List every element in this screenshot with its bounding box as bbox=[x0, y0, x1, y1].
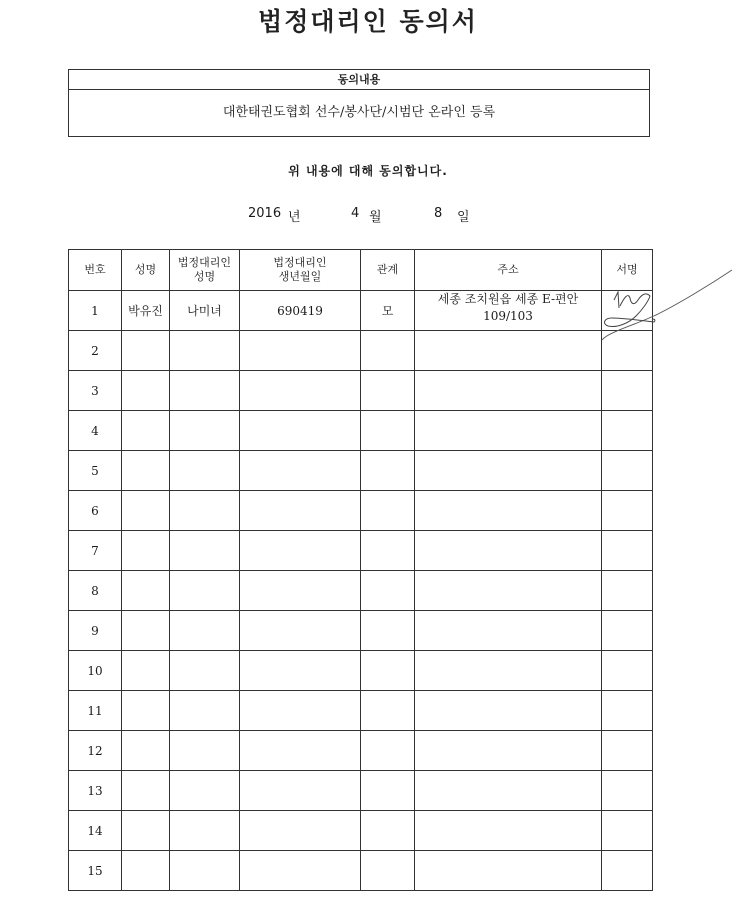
cell-guardian-name bbox=[170, 451, 240, 491]
date-day: 8 bbox=[434, 206, 443, 221]
header-guardian-name: 법정대리인 성명 bbox=[170, 250, 240, 291]
table-header-row bbox=[69, 250, 653, 291]
cell-signature bbox=[602, 491, 653, 531]
cell-no: 5 bbox=[69, 451, 122, 491]
cell-guardian-birth bbox=[240, 691, 361, 731]
cell-name bbox=[122, 451, 170, 491]
cell-no: 6 bbox=[69, 491, 122, 531]
cell-address bbox=[415, 531, 602, 571]
table-row bbox=[69, 451, 653, 491]
cell-guardian-name: 나미녀 bbox=[170, 291, 240, 331]
cell-no: 3 bbox=[69, 371, 122, 411]
handwritten-signature bbox=[598, 262, 734, 342]
cell-no: 1 bbox=[69, 291, 122, 331]
header-address: 주소 bbox=[415, 250, 602, 291]
cell-no: 8 bbox=[69, 571, 122, 611]
cell-guardian-name bbox=[170, 691, 240, 731]
date-year-unit: 년 bbox=[288, 210, 301, 225]
cell-address bbox=[415, 611, 602, 651]
header-relation: 관계 bbox=[361, 250, 415, 291]
cell-no: 2 bbox=[69, 331, 122, 371]
table-row bbox=[69, 651, 653, 691]
cell-address bbox=[415, 811, 602, 851]
date-year: 2016 bbox=[248, 206, 282, 221]
cell-guardian-name bbox=[170, 411, 240, 451]
cell-address bbox=[415, 651, 602, 691]
consent-header: 동의내용 bbox=[69, 70, 649, 90]
table-row bbox=[69, 291, 653, 331]
cell-address bbox=[415, 291, 602, 331]
cell-relation bbox=[361, 451, 415, 491]
cell-guardian-birth bbox=[240, 771, 361, 811]
cell-no: 14 bbox=[69, 811, 122, 851]
cell-relation bbox=[361, 691, 415, 731]
date-month-unit: 월 bbox=[369, 210, 382, 225]
cell-name bbox=[122, 851, 170, 891]
cell-address bbox=[415, 451, 602, 491]
table-row bbox=[69, 491, 653, 531]
cell-no: 10 bbox=[69, 651, 122, 691]
table-row bbox=[69, 531, 653, 571]
cell-signature bbox=[602, 611, 653, 651]
cell-address bbox=[415, 371, 602, 411]
cell-guardian-birth bbox=[240, 451, 361, 491]
cell-signature bbox=[602, 451, 653, 491]
table-row bbox=[69, 851, 653, 891]
header-signature: 서명 bbox=[602, 250, 653, 291]
cell-guardian-birth bbox=[240, 571, 361, 611]
cell-no: 15 bbox=[69, 851, 122, 891]
document-title: 법정대리인 동의서 bbox=[258, 7, 478, 36]
address-line-1: 세종 조치원읍 세종 E-편안 bbox=[437, 292, 579, 306]
cell-signature bbox=[602, 851, 653, 891]
cell-relation bbox=[361, 851, 415, 891]
cell-relation bbox=[361, 411, 415, 451]
cell-no: 4 bbox=[69, 411, 122, 451]
cell-guardian-name bbox=[170, 571, 240, 611]
cell-relation bbox=[361, 491, 415, 531]
table-row bbox=[69, 571, 653, 611]
cell-signature bbox=[602, 651, 653, 691]
cell-relation bbox=[361, 371, 415, 411]
cell-signature bbox=[602, 411, 653, 451]
cell-name bbox=[122, 611, 170, 651]
table-row bbox=[69, 811, 653, 851]
cell-name: 박유진 bbox=[122, 291, 170, 331]
cell-address bbox=[415, 771, 602, 811]
cell-relation bbox=[361, 531, 415, 571]
cell-address bbox=[415, 731, 602, 771]
cell-no: 7 bbox=[69, 531, 122, 571]
cell-name bbox=[122, 491, 170, 531]
consent-body: 대한태권도협회 선수/봉사단/시범단 온라인 등록 bbox=[222, 105, 496, 120]
cell-relation bbox=[361, 731, 415, 771]
cell-no: 9 bbox=[69, 611, 122, 651]
cell-address bbox=[415, 851, 602, 891]
cell-name bbox=[122, 571, 170, 611]
cell-no: 12 bbox=[69, 731, 122, 771]
cell-guardian-birth bbox=[240, 531, 361, 571]
agreement-statement: 위 내용에 대해 동의합니다. bbox=[288, 164, 448, 178]
header-name: 성명 bbox=[122, 250, 170, 291]
cell-name bbox=[122, 411, 170, 451]
header-guardian-birth: 법정대리인 생년월일 bbox=[240, 250, 361, 291]
cell-name bbox=[122, 331, 170, 371]
address-line-2: 109/103 bbox=[483, 309, 533, 323]
cell-name bbox=[122, 531, 170, 571]
cell-signature bbox=[602, 771, 653, 811]
cell-guardian-name bbox=[170, 651, 240, 691]
cell-address bbox=[415, 411, 602, 451]
cell-signature bbox=[602, 811, 653, 851]
cell-guardian-birth: 690419 bbox=[240, 291, 361, 331]
cell-name bbox=[122, 731, 170, 771]
cell-guardian-birth bbox=[240, 851, 361, 891]
cell-relation bbox=[361, 771, 415, 811]
table-row bbox=[69, 731, 653, 771]
cell-guardian-name bbox=[170, 771, 240, 811]
cell-address bbox=[415, 331, 602, 371]
cell-guardian-birth bbox=[240, 371, 361, 411]
cell-guardian-birth bbox=[240, 811, 361, 851]
table-row bbox=[69, 411, 653, 451]
cell-guardian-name bbox=[170, 371, 240, 411]
cell-signature bbox=[602, 571, 653, 611]
cell-relation bbox=[361, 611, 415, 651]
cell-address bbox=[415, 571, 602, 611]
date-month: 4 bbox=[351, 206, 360, 221]
cell-name bbox=[122, 771, 170, 811]
cell-name bbox=[122, 811, 170, 851]
cell-guardian-birth bbox=[240, 491, 361, 531]
cell-no: 13 bbox=[69, 771, 122, 811]
cell-guardian-birth bbox=[240, 331, 361, 371]
cell-guardian-name bbox=[170, 331, 240, 371]
cell-signature bbox=[602, 531, 653, 571]
header-no: 번호 bbox=[69, 250, 122, 291]
cell-relation bbox=[361, 811, 415, 851]
cell-name bbox=[122, 651, 170, 691]
roster-table bbox=[68, 249, 653, 891]
date-day-unit: 일 bbox=[457, 210, 470, 225]
cell-relation bbox=[361, 651, 415, 691]
cell-guardian-name bbox=[170, 491, 240, 531]
cell-no: 11 bbox=[69, 691, 122, 731]
cell-guardian-name bbox=[170, 731, 240, 771]
table-row bbox=[69, 371, 653, 411]
cell-guardian-name bbox=[170, 851, 240, 891]
cell-relation bbox=[361, 331, 415, 371]
table-row bbox=[69, 691, 653, 731]
cell-guardian-name bbox=[170, 811, 240, 851]
cell-guardian-birth bbox=[240, 611, 361, 651]
cell-address bbox=[415, 491, 602, 531]
table-row bbox=[69, 611, 653, 651]
cell-guardian-birth bbox=[240, 731, 361, 771]
table-row bbox=[69, 331, 653, 371]
cell-relation: 모 bbox=[361, 291, 415, 331]
cell-guardian-name bbox=[170, 611, 240, 651]
cell-relation bbox=[361, 571, 415, 611]
cell-address bbox=[415, 691, 602, 731]
cell-guardian-birth bbox=[240, 651, 361, 691]
cell-signature bbox=[602, 731, 653, 771]
cell-signature bbox=[602, 691, 653, 731]
cell-guardian-birth bbox=[240, 411, 361, 451]
cell-guardian-name bbox=[170, 531, 240, 571]
table-row bbox=[69, 771, 653, 811]
cell-name bbox=[122, 691, 170, 731]
cell-signature bbox=[602, 371, 653, 411]
cell-name bbox=[122, 371, 170, 411]
consent-box bbox=[68, 69, 650, 137]
